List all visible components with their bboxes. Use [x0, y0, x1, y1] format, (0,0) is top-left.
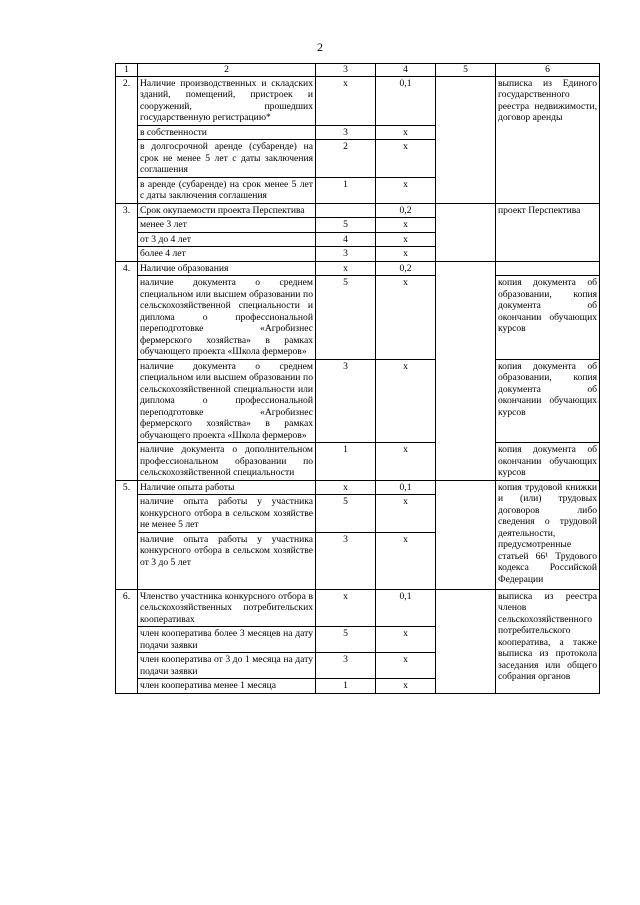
header-cell: 4	[376, 64, 436, 77]
criterion-option: наличие документа о среднем специальном или высшем образовании по сельскохозяйственной специальности и диплома о профессиональной переподготовке «Агробизнес фермерского хозяйства» в рамках обучающего проекта «Школа фермеров»	[138, 276, 316, 360]
table-row	[116, 359, 600, 443]
criterion-title: Наличие производственных и складских зданий, помещений, пристроек и сооружений, прошедших государственную регистрацию*	[138, 76, 316, 125]
weight-cell: 0,2	[376, 261, 436, 276]
criterion-option: член кооператива более 3 месяцев на дату подачи заявки	[138, 627, 316, 653]
criterion-option: менее 3 лет	[138, 218, 316, 233]
header-cell: 2	[138, 64, 316, 77]
weight-cell: х	[376, 276, 436, 360]
weight-cell: х	[376, 495, 436, 533]
weight-cell: х	[376, 247, 436, 262]
table-row	[116, 203, 600, 218]
table-row	[116, 76, 600, 125]
header-cell: 3	[316, 64, 376, 77]
points-cell: 5	[316, 495, 376, 533]
points-cell: 3	[316, 532, 376, 589]
row-number: 2.	[116, 76, 138, 203]
weight-cell: х	[376, 443, 436, 481]
row-number: 5.	[116, 480, 138, 589]
weight-cell: х	[376, 125, 436, 140]
points-cell: 3	[316, 247, 376, 262]
table-row	[116, 480, 600, 495]
points-cell: 3	[316, 653, 376, 679]
weight-cell: 0,1	[376, 76, 436, 125]
points-cell: х	[316, 480, 376, 495]
points-cell: 3	[316, 125, 376, 140]
row-number: 4.	[116, 261, 138, 480]
criterion-title: Наличие опыта работы	[138, 480, 316, 495]
col5-cell	[436, 261, 496, 480]
criterion-title: Членство участника конкурсного отбора в сельскохозяйственных потребительских кооперативах	[138, 589, 316, 627]
col5-cell	[436, 589, 496, 693]
points-cell: 5	[316, 627, 376, 653]
criterion-option: от 3 до 4 лет	[138, 232, 316, 247]
weight-cell: х	[376, 218, 436, 233]
criterion-option: более 4 лет	[138, 247, 316, 262]
weight-cell: 0,2	[376, 203, 436, 218]
criterion-title: Срок окупаемости проекта Перспектива	[138, 203, 316, 218]
criterion-option: член кооператива менее 1 месяца	[138, 679, 316, 694]
row-number: 3.	[116, 203, 138, 261]
points-cell: 5	[316, 218, 376, 233]
criterion-option: в долгосрочной аренде (субаренде) на срок не менее 5 лет с даты заключения соглашения	[138, 140, 316, 178]
criterion-title: Наличие образования	[138, 261, 316, 276]
source-document-cell: выписка из реестра членов сельскохозяйственного потребительского кооператива, а также выписка из протокола заседания или общего собрания органов	[496, 589, 600, 693]
source-document-cell: копия документа об образовании, копия документа об окончании обучающих курсов	[496, 359, 600, 443]
points-cell: х	[316, 589, 376, 627]
source-document-cell: копия документа об окончании обучающих курсов	[496, 443, 600, 481]
page-number: 2	[317, 40, 323, 54]
source-document-cell: выписка из Единого государственного реестра недвижимости, договор аренды	[496, 76, 600, 203]
weight-cell: х	[376, 177, 436, 203]
weight-cell: х	[376, 359, 436, 443]
weight-cell: х	[376, 140, 436, 178]
header-cell: 1	[116, 64, 138, 77]
points-cell: х	[316, 76, 376, 125]
points-cell: х	[316, 261, 376, 276]
weight-cell: 0,1	[376, 480, 436, 495]
source-document-cell: копия документа об образовании, копия документа об окончании обучающих курсов	[496, 276, 600, 360]
points-cell: 2	[316, 140, 376, 178]
points-cell: 1	[316, 679, 376, 694]
weight-cell: х	[376, 532, 436, 589]
weight-cell: х	[376, 232, 436, 247]
col5-cell	[436, 203, 496, 261]
col5-cell	[436, 480, 496, 589]
criteria-table	[115, 63, 600, 694]
weight-cell: х	[376, 653, 436, 679]
header-cell: 6	[496, 64, 600, 77]
weight-cell: х	[376, 679, 436, 694]
criterion-option: наличие документа о среднем специальном или высшем образовании по сельскохозяйственной специальности или диплома о профессиональной переподготовке «Агробизнес фермерского хозяйства» в рамках обучающего проекта «Школа фермеров»	[138, 359, 316, 443]
table-row	[116, 443, 600, 481]
table-header-row	[116, 64, 600, 77]
source-document-cell: проект Перспектива	[496, 203, 600, 261]
criterion-option: в собственности	[138, 125, 316, 140]
weight-cell: 0,1	[376, 589, 436, 627]
header-cell: 5	[436, 64, 496, 77]
points-cell: 4	[316, 232, 376, 247]
criterion-option: в аренде (субаренде) на срок менее 5 лет с даты заключения соглашения	[138, 177, 316, 203]
source-document-cell: копия трудовой книжки и (или) трудовых договоров либо сведения о трудовой деятельности, предусмотренные статьей 66¹ Трудового кодекса Российской Федерации	[496, 480, 600, 589]
points-cell: 5	[316, 276, 376, 360]
criterion-option: наличие документа о дополнительном профессиональном образовании по сельскохозяйственной специальности	[138, 443, 316, 481]
points-cell	[316, 203, 376, 218]
points-cell: 1	[316, 443, 376, 481]
source-document-cell	[496, 261, 600, 276]
points-cell: 3	[316, 359, 376, 443]
weight-cell: х	[376, 627, 436, 653]
criterion-option: член кооператива от 3 до 1 месяца на дату подачи заявки	[138, 653, 316, 679]
table-row	[116, 276, 600, 360]
criterion-option: наличие опыта работы у участника конкурсного отбора в сельском хозяйстве от 3 до 5 лет	[138, 532, 316, 589]
criterion-option: наличие опыта работы у участника конкурсного отбора в сельском хозяйстве не менее 5 лет	[138, 495, 316, 533]
row-number: 6.	[116, 589, 138, 693]
table-row	[116, 261, 600, 276]
col5-cell	[436, 76, 496, 203]
points-cell: 1	[316, 177, 376, 203]
table-row	[116, 589, 600, 627]
